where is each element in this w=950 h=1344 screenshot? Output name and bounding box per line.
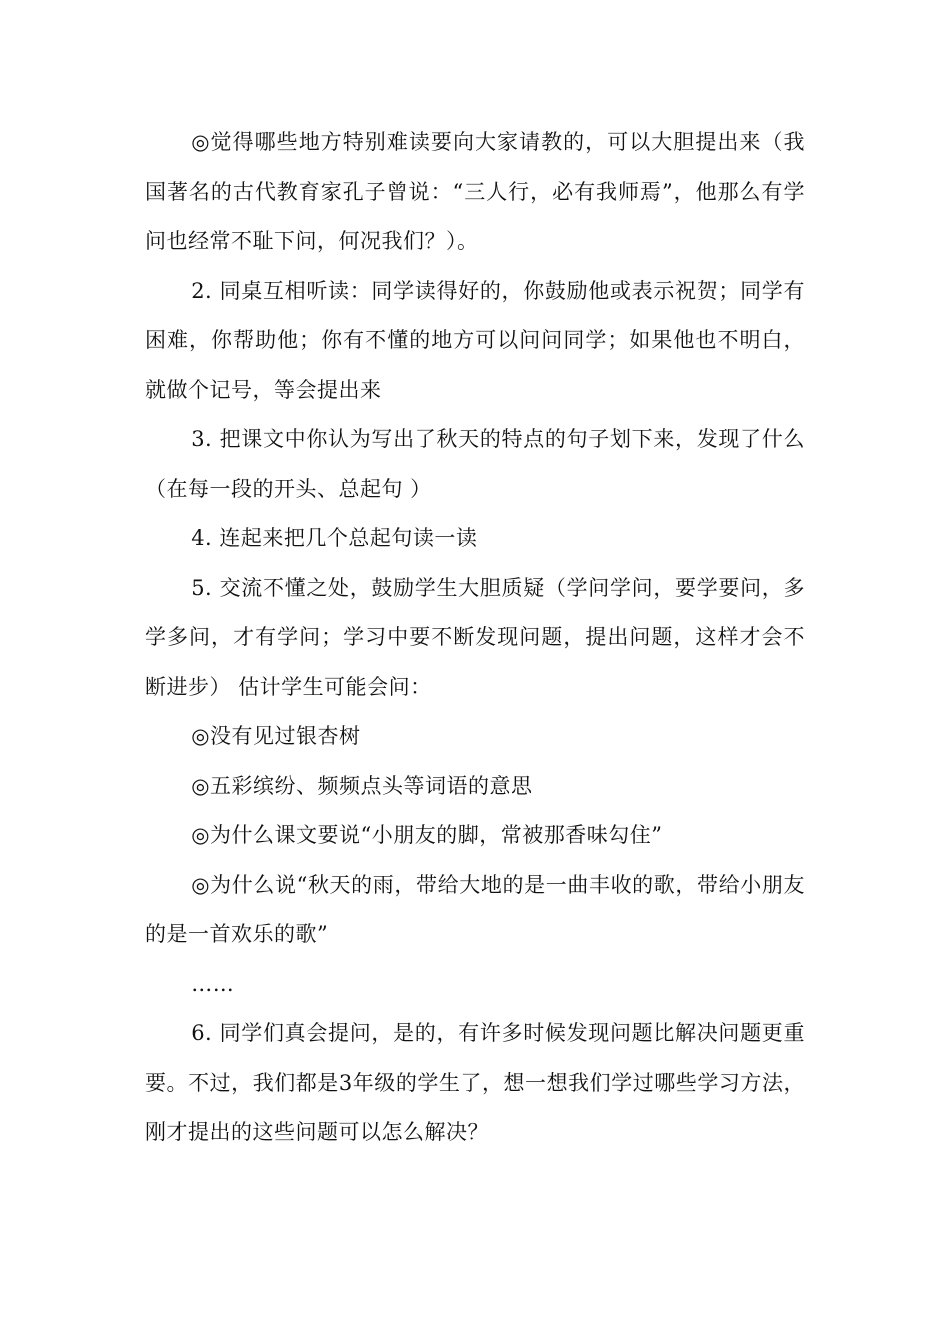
paragraph-step-2: 2. 同桌互相听读：同学读得好的，你鼓励他或表示祝贺；同学有困难，你帮助他；你有不懂的地方可以问问同学；如果他也不明白，就做个记号，等会提出来 (145, 278, 805, 402)
paragraph-step-4: 4. 连起来把几个总起句读一读 (191, 526, 478, 550)
paragraph-ellipsis: …… (191, 971, 235, 996)
paragraph-step-3: 3. 把课文中你认为写出了秋天的特点的句子划下来，发现了什么（在每一段的开头、总起句 ） (145, 427, 805, 501)
paragraph-step-6: 6. 同学们真会提问，是的，有许多时候发现问题比解决问题更重要。不过，我们都是3年级的学生了，想一想我们学过哪些学习方法，刚才提出的这些问题可以怎么解决？ (145, 1021, 805, 1144)
paragraph-question-ginkgo: ◎没有见过银杏树 (191, 724, 361, 748)
paragraph-question-words: ◎五彩缤纷、频频点头等词语的意思 (191, 773, 533, 798)
paragraph-step-5: 5. 交流不懂之处，鼓励学生大胆质疑（学问学问，要学要问，多学多问，才有学问；学习中要不断发现问题，提出问题，这样才会不断进步） 估计学生可能会问： (145, 575, 805, 699)
paragraph-question-fragrance: ◎为什么课文要说“小朋友的脚，常被那香味勾住” (191, 823, 663, 847)
paragraph-question-song: ◎为什么说“秋天的雨，带给大地的是一曲丰收的歌，带给小朋友的是一首欢乐的歌” (145, 872, 805, 946)
paragraph-question-tip: ◎觉得哪些地方特别难读要向大家请教的，可以大胆提出来（我国著名的古代教育家孔子曾说：“三人行，必有我师焉”，他那么有学问也经常不耻下问，何况我们？）。 (145, 130, 805, 253)
